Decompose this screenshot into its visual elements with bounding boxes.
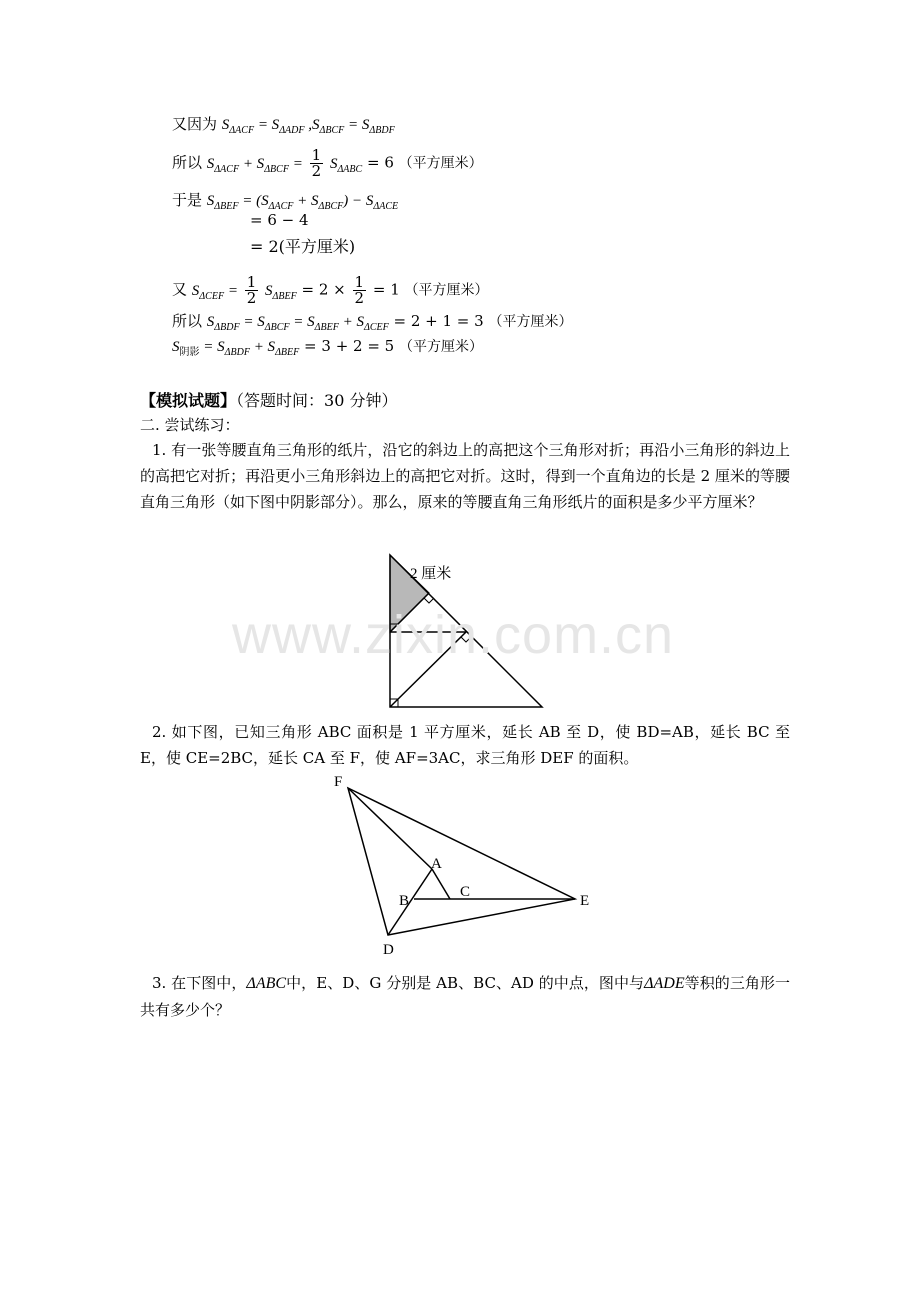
solution-line-1: 又因为 $S_{\Delta ACF} = S_{\Delta ADF}$ $,S_{\Delta BCF} = S_{\Delta BDF}$: [172, 115, 395, 136]
p3-part-c: 等积的三角形一共有多少个？: [140, 974, 790, 1019]
unit-label: （平方厘米）: [488, 314, 573, 330]
fraction-half-3: $\frac{1}{2}$: [354, 273, 365, 307]
label-D: D: [383, 942, 394, 958]
fraction-half-2: $\frac{1}{2}$: [246, 273, 257, 307]
section-subtitle: 二. 尝试练习：: [140, 416, 240, 434]
label-F: F: [334, 774, 343, 790]
p3-part-a: 3. 在下图中，: [152, 974, 247, 992]
solution-line-5: [250, 237, 355, 257]
problem-2: 2. 如下图，已知三角形 ABC 面积是 1 平方厘米，延长 AB 至 D，使 BD=AB，延长 BC 至 E，使 CE=2BC，延长 CA 至 F，使 AF=3AC，求三角形 DEF 的面积。: [140, 723, 790, 767]
unit-label: （平方厘米）: [399, 339, 484, 355]
bdf-result: = 2 + 1 = 3: [393, 312, 484, 330]
line3-prefix: 于是: [172, 191, 203, 209]
cef-result: = 1: [372, 280, 400, 299]
figure-triangle-def: [325, 770, 605, 962]
shadow-result: = 3 + 2 = 5: [304, 337, 395, 355]
cef-rhs: = 2 ×: [301, 280, 346, 299]
label-C: C: [460, 884, 471, 900]
solution-line-2: 所以 $S_{\Delta ACF} + S_{\Delta BCF}$ = $\frac{1}{2}$ $S_{\Delta ABC} = 6$ （平方厘米）: [172, 146, 483, 180]
label-2cm: 2 厘米: [410, 566, 452, 582]
solution-line-8: $S_{阴影} = S_{\Delta BDF} + S_{\Delta BEF} = 3 + 2 = 5$ （平方厘米）: [172, 337, 484, 358]
solution-line-7: 所以 $S_{\Delta BDF} = S_{\Delta BCF} = S_{\Delta BEF} + S_{\Delta CEF} = 2 + 1 = 3$ （平方厘米）: [172, 312, 573, 333]
value-2: = 2(平方厘米): [250, 237, 356, 256]
p3-part-b: 中，E、D、G 分别是 AB、BC、AD 的中点，图中与: [286, 974, 645, 992]
unit-label: （平方厘米）: [404, 282, 489, 299]
line2-prefix: 所以: [172, 153, 203, 172]
label-A: A: [431, 856, 442, 872]
line1-prefix: 又因为: [172, 115, 218, 133]
value-6-minus-4: = 6 − 4: [250, 211, 309, 229]
problem-3: [140, 970, 790, 1023]
section-title: 【模拟试题】: [140, 391, 237, 410]
value-6: = 6: [366, 153, 394, 172]
p3-abc: ΔABC: [246, 975, 287, 992]
shadow-subscript: 阴影: [179, 347, 200, 358]
p3-ade: ΔADE: [644, 975, 685, 992]
problem-1: 1. 有一张等腰直角三角形的纸片，沿它的斜边上的高把这个三角形对折；再沿小三角形的斜边上的高把它对折；再沿更小三角形斜边上的高把它对折。这时，得到一个直角边的长是 2 厘米的等腰直角三角形（如下图中阴影部分）。那么，原来的等腰直角三角形纸片的面积是多少平方厘米？: [140, 441, 790, 511]
label-B: B: [399, 893, 410, 909]
solution-line-4: [250, 210, 309, 230]
section-header: [140, 388, 397, 411]
time-note: （答题时间：30 分钟）: [236, 391, 398, 410]
label-E: E: [580, 893, 590, 909]
watermark: www.zixin.com.cn: [232, 605, 675, 665]
triangle-def: [348, 788, 575, 935]
solution-line-3: 于是 $S_{\Delta BEF} = (S_{\Delta ACF} + S_{\Delta BCF}) - S_{\Delta ACE}$: [172, 191, 399, 212]
line6-prefix: 又: [172, 280, 188, 299]
line7-prefix: 所以: [172, 312, 203, 330]
solution-line-6: 又 $S_{\Delta CEF}$ = $\frac{1}{2}$ $S_{\Delta BEF} = 2$ × $\frac{1}{2}$ = 1 （平方厘米）: [172, 273, 489, 307]
fraction-half: $\frac{1}{2}$: [311, 146, 322, 180]
unit-label: （平方厘米）: [398, 155, 483, 172]
